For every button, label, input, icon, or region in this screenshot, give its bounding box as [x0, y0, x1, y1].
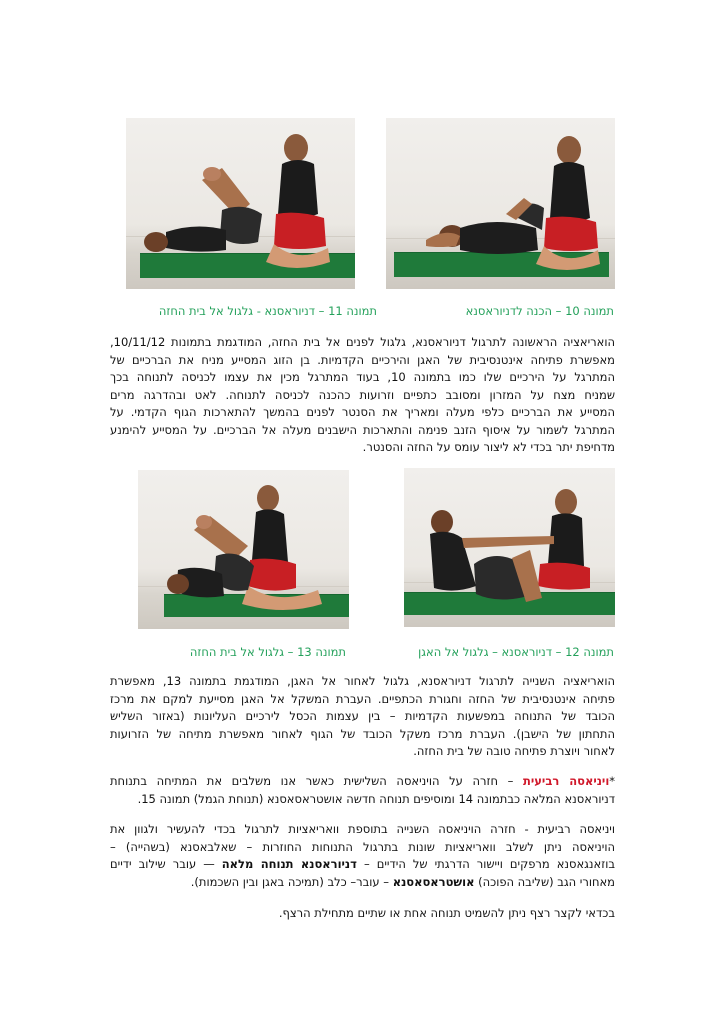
figure-11-illustration: [126, 118, 355, 289]
text-fragment: מאחורי הגב (שליבה הפוכה): [474, 874, 615, 889]
text-line: מדחיפת יתר בכדי לא ליצור עומס על החזה והסנטר.: [362, 440, 615, 454]
text-fragment: — עובר שילוב ידיים: [110, 857, 222, 871]
text-line: התחתון של הישבן). העברת מרכז משקל הכובד של הגוף לאחור מאפשרת מתיחה של הזרועות: [110, 726, 615, 741]
caption-figure-11: תמונה 11 – דניוראסנא - גלגול אל בית החזה: [158, 304, 377, 318]
footnote-star: *: [609, 774, 615, 788]
paragraph-shorten-sequence: [110, 905, 615, 923]
text-line: לאחור ויוצרת פתיחה טובה של בית החזה.: [413, 744, 615, 758]
text-line: שמניח מצח על המזרון ומסובב כתפיים וזרועות כהכנה לכניסה לתנוחה. לאט ובהדרגה מרים: [110, 387, 615, 402]
caption-figure-13: תמונה 13 – גלגול אל בית החזה: [189, 645, 346, 659]
figure-12-illustration: [404, 468, 615, 627]
caption-figure-10: תמונה 10 – הכנה לדניוראסנא: [465, 304, 614, 318]
text-line: [110, 874, 615, 892]
photo-figure-13: [138, 470, 349, 629]
bold-pose-name: אושטראסאסנא: [392, 874, 475, 889]
figure-13-illustration: [138, 470, 349, 629]
text-fragment: בוזאנגאסנא מרפקים ויישור הדרגתי של הידיים –: [356, 857, 615, 871]
text-line: הואריאציה הראשונה לתרגול דניוראסנא, גלגול לפנים אל בית החזה, המודגמת בתמונות 10/11/12,: [110, 335, 615, 349]
text-line: המתרגל על הירכיים שלו כמו בתמונה 10, בעוד המתרגל מכין את עצמו לכניסה לתנוחה בכך: [110, 370, 615, 384]
paragraph-variation-2: [110, 673, 615, 761]
text-fragment: – עובר– כלב (תמיכה באגן ובין השכמות).: [190, 874, 393, 889]
text-fragment: – חזרה על הויניאסה השלישית כאשר אנו משלבים את המתיחה בתנוחת: [110, 774, 524, 788]
figure-10-illustration: [386, 118, 615, 289]
paragraph-variations: [110, 821, 615, 891]
text-line: המתרגל לשמור על איסוף הזנב פנימה והתארכות הישבנים מעלה אל הברכיים. על המסייע להימנע: [110, 422, 615, 437]
highlight-heading: ויניאסה רביעית: [523, 774, 610, 788]
text-line: הכובד של התנוחה במפשעות הקדמיות – בין עצמות הכסל לירכיים העליונות (באזור השליש: [110, 709, 615, 723]
paragraph-variation-1: [110, 334, 615, 457]
text-line: [110, 856, 615, 874]
text-line: פתיחה אינטנסיבית של החזה וחגורת הכתפיים. העברת המשקל אל האגן מסייעת למקם את מרכז: [110, 691, 615, 706]
text-line: הויניאסה ניתן לשלב וואריאציות שונות בתרגול התנוחות החוזרות – שאלבאסנא (בשהייה) –: [110, 839, 615, 854]
text-line: ויניאסה רביעית - חזרה הויניאסה השנייה בתוספת וואריאציות לתרגול בכדי להעשיר ולגוון את: [110, 822, 615, 836]
text-line: [110, 773, 615, 791]
text-line: דניוראסנא המלאה כבתמונה 14 ומוסיפים תנוחה חדשה אושטראסאסנא (תנוחת הגמל) תמונה 15.: [137, 791, 615, 806]
photo-figure-11: [126, 118, 355, 289]
text-line: בכדאי לקצר רצף ניתן להשמיט תנוחה אחת או שתיים מתחילת הרצף.: [278, 906, 615, 920]
text-line: הואריאציה השנייה לתרגול דניוראסנא, גלגול לאחור אל האגן, המודגמת בתמונה 13, מאפשרת: [110, 674, 615, 688]
photo-figure-12: [404, 468, 615, 627]
text-line: המסייע את הברכיים כלפי מעלה ומאריך את הסנטר לפנים בהמשך להתארכות הגוף הקדמי. על: [110, 405, 615, 419]
paragraph-fourth-vinyasa: [110, 773, 615, 808]
text-line: מאפשרת פתיחה אינטנסיבית של האגן והירכיים הקדמיות. בן הזוג המסייע מניח את הברכיים של: [110, 352, 615, 367]
bold-pose-name: דניוראסנא תנוחה מלאה: [221, 857, 357, 871]
caption-figure-12: תמונה 12 – דניוראסנא – גלגול אל האגן: [418, 645, 614, 659]
photo-figure-10: [386, 118, 615, 289]
